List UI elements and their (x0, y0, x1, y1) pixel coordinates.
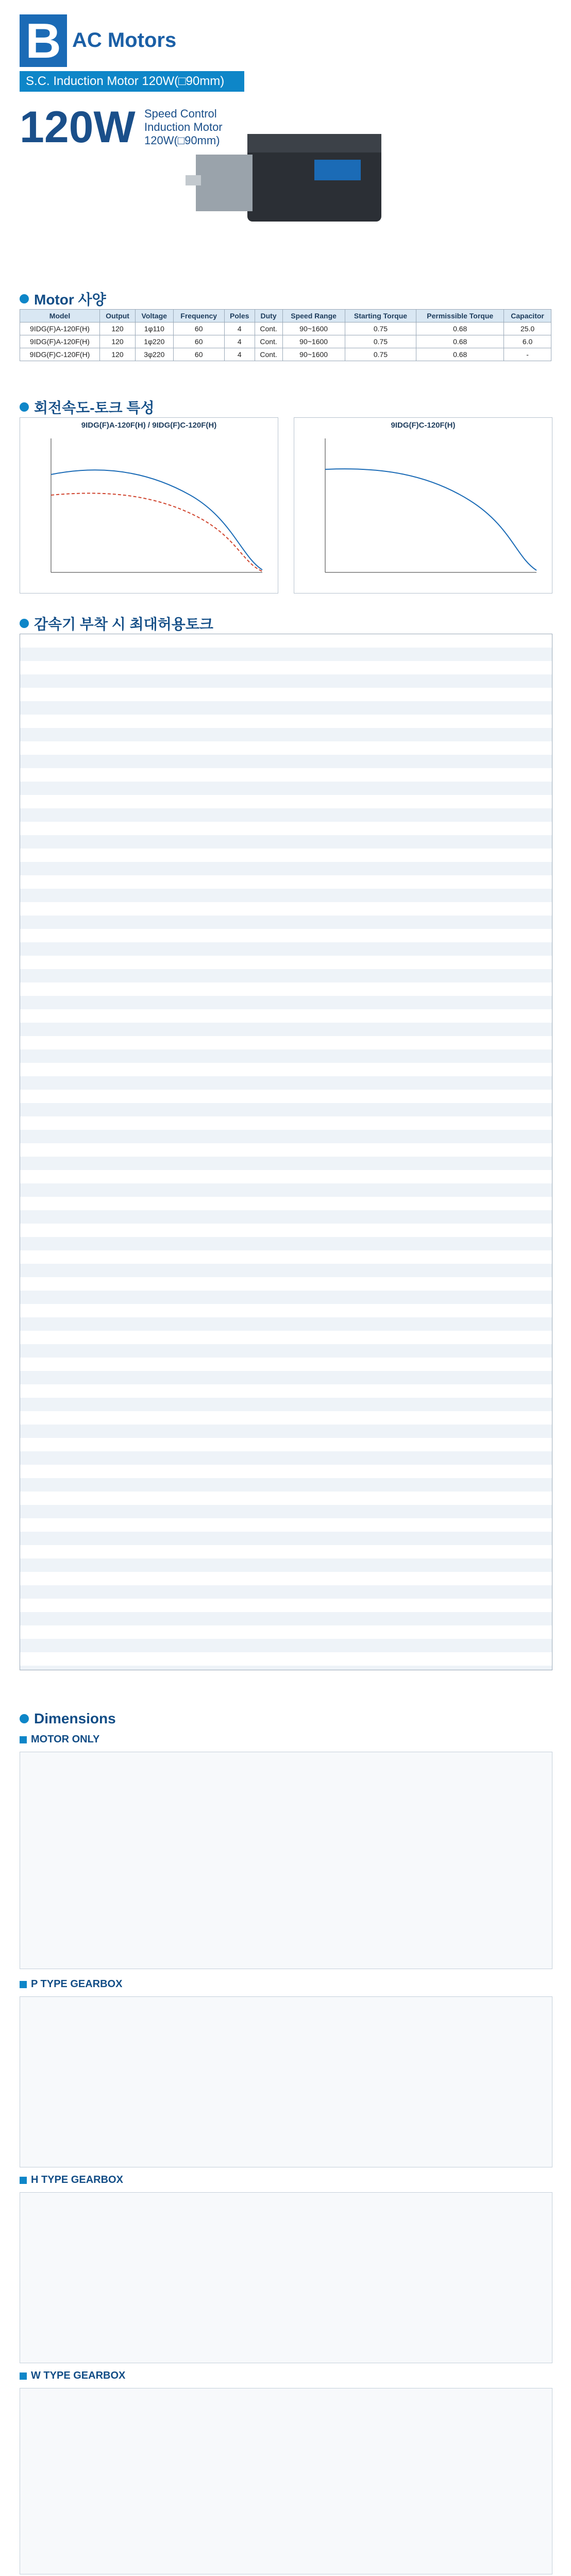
bullet-icon (20, 619, 29, 628)
brand-subtitle: S.C. Induction Motor 120W(□90mm) (20, 71, 244, 92)
torque-chart-left (20, 417, 278, 594)
col-voltage: Voltage (136, 310, 173, 323)
col-frequency: Frequency (173, 310, 224, 323)
bullet-icon (20, 1714, 29, 1723)
torque-chart-right (294, 417, 552, 594)
desc-line-3: 120W(□90mm) (144, 134, 220, 147)
motor-only-diagram (20, 1752, 552, 1969)
spec-section-title: Motor 사양 (20, 289, 106, 309)
chart-title-right: 9IDG(F)C-120F(H) (391, 421, 456, 430)
p-type-heading: P TYPE GEARBOX (20, 1978, 122, 1990)
p-type-diagram (20, 1996, 552, 2167)
spec-table (20, 309, 551, 361)
col-speed-range: Speed Range (282, 310, 345, 323)
desc-line-1: Speed Control (144, 107, 217, 120)
chart-svg-left (20, 418, 278, 593)
gear-table-placeholder (20, 634, 552, 1670)
torque-section-title: 회전속도-토크 특성 (20, 397, 155, 417)
bullet-square-icon (20, 1981, 27, 1988)
table-row: 9IDG(F)A-120F(H) 120 1φ220 60 4 Cont. 90~1600 0.75 0.68 6.0 (20, 335, 551, 348)
h-type-diagram (20, 2192, 552, 2363)
w-type-heading: W TYPE GEARBOX (20, 2370, 125, 2382)
chart-title-left: 9IDG(F)A-120F(H) / 9IDG(F)C-120F(H) (81, 421, 217, 430)
w-type-diagram (20, 2388, 552, 2574)
col-starting-torque: Starting Torque (345, 310, 416, 323)
h-type-heading: H TYPE GEARBOX (20, 2174, 123, 2186)
motor-only-heading: MOTOR ONLY (20, 1734, 99, 1745)
table-row: 9IDG(F)A-120F(H) 120 1φ110 60 4 Cont. 90~1600 0.75 0.68 25.0 (20, 323, 551, 335)
bullet-icon (20, 294, 29, 303)
dimensions-section-title: Dimensions (20, 1710, 116, 1727)
col-duty: Duty (255, 310, 282, 323)
table-row: 9IDG(F)C-120F(H) 120 3φ220 60 4 Cont. 90~1600 0.75 0.68 - (20, 348, 551, 361)
col-model: Model (20, 310, 100, 323)
chart-svg-right (294, 418, 552, 593)
brand-title: AC Motors (72, 29, 177, 52)
bullet-icon (20, 402, 29, 412)
col-poles: Poles (224, 310, 255, 323)
watt-label: 120W (20, 103, 136, 152)
col-permissible-torque: Permissible Torque (416, 310, 504, 323)
motor-hero-image (186, 118, 443, 252)
gear-section-title: 감속기 부착 시 최대허용토크 (20, 613, 213, 634)
bullet-square-icon (20, 2177, 27, 2184)
col-output: Output (100, 310, 136, 323)
col-capacitor: Capacitor (504, 310, 551, 323)
bullet-square-icon (20, 2372, 27, 2380)
brand-letter: B (20, 14, 67, 67)
desc-line-2: Induction Motor (144, 121, 223, 133)
bullet-square-icon (20, 1736, 27, 1743)
